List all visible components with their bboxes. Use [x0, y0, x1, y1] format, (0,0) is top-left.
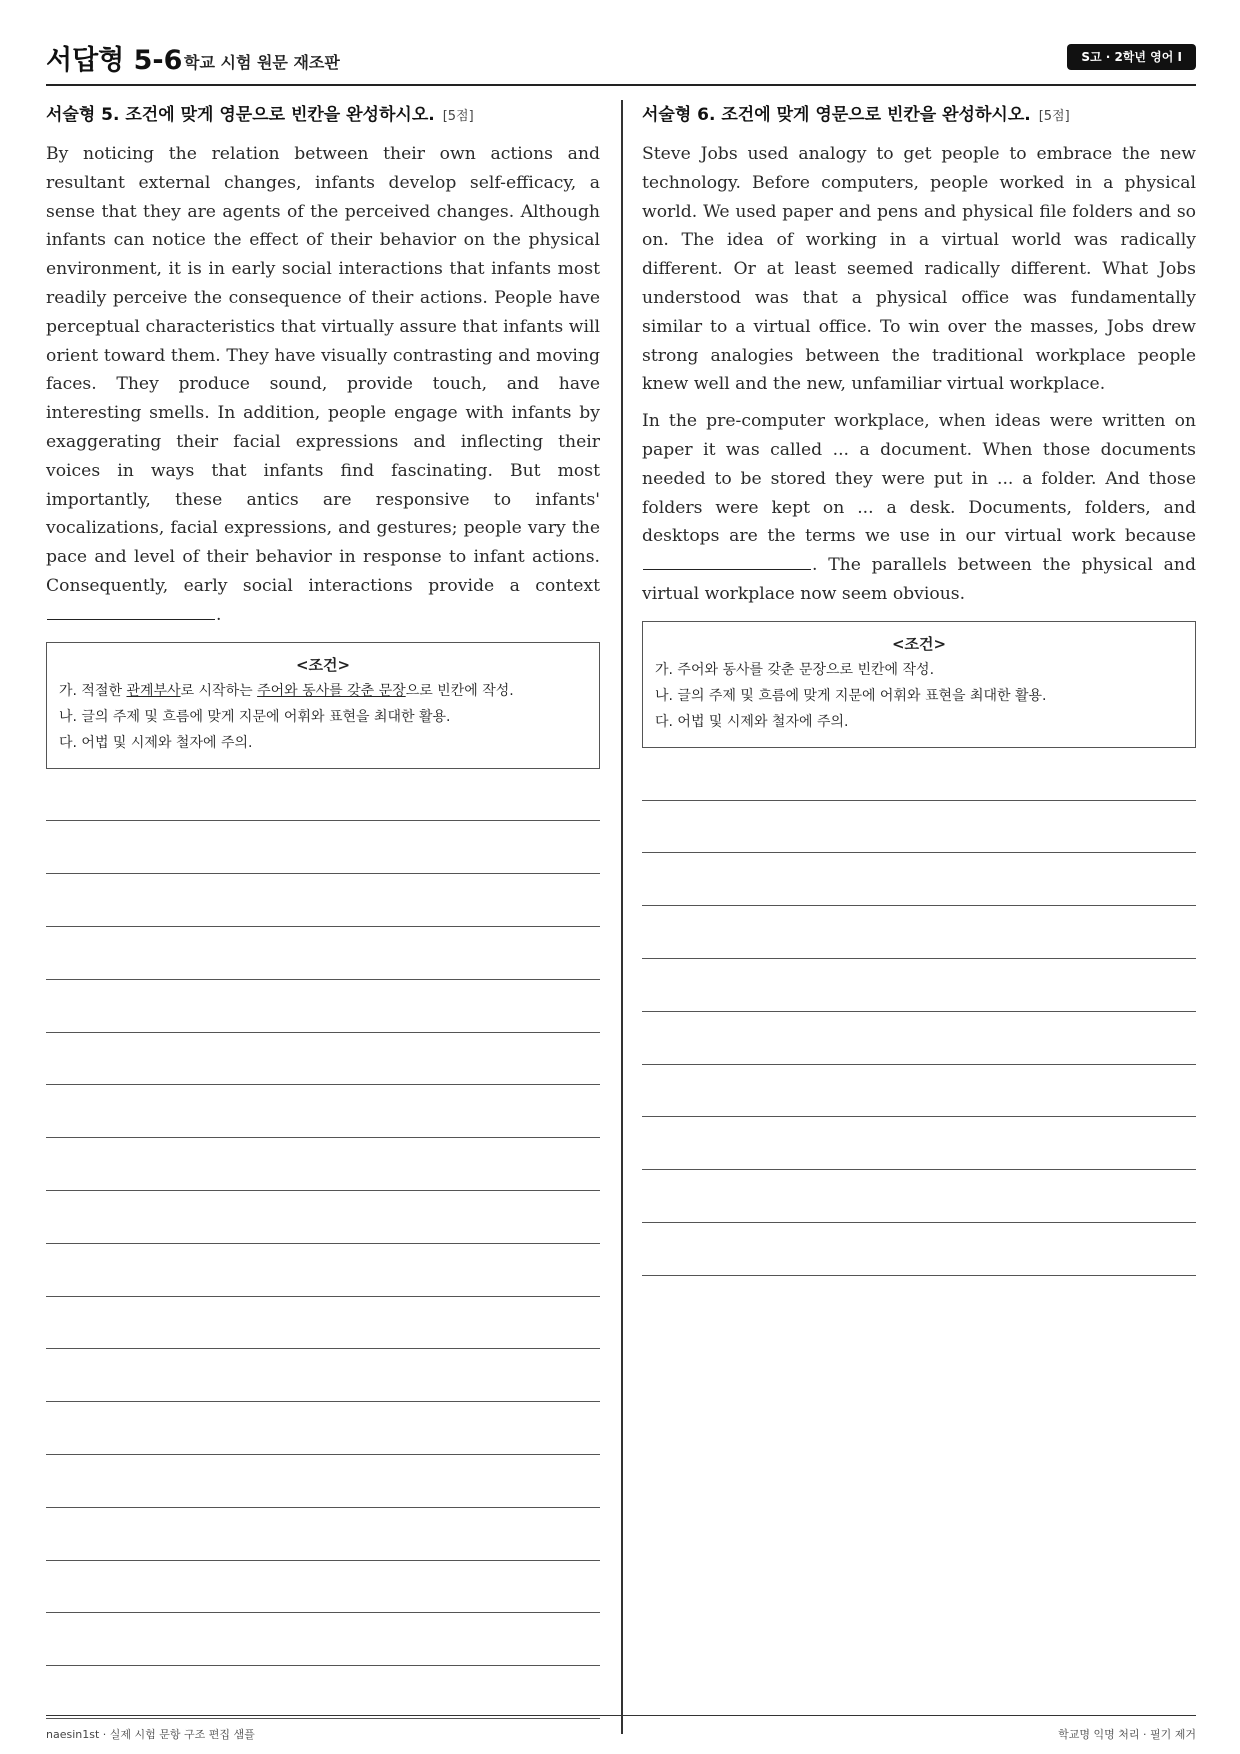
condition-item: 나. 글의 주제 및 흐름에 맞게 지문에 어휘와 표현을 최대한 활용.	[655, 687, 1047, 704]
question-6-heading: 서술형 6. 조건에 맞게 영문으로 빈칸을 완성하시오.	[642, 105, 1031, 125]
conditions-box	[642, 621, 1196, 748]
answer-line[interactable]	[642, 801, 1196, 854]
answer-line[interactable]	[46, 1349, 600, 1402]
answer-line[interactable]	[46, 1613, 600, 1666]
answer-line[interactable]	[46, 769, 600, 822]
answer-line[interactable]	[642, 1012, 1196, 1065]
question-6-title	[642, 100, 1196, 130]
condition-item	[59, 678, 587, 704]
answer-line[interactable]	[46, 980, 600, 1033]
conditions-box	[46, 642, 600, 769]
footer-right: 학교명 익명 처리 · 필기 제거	[1058, 1728, 1196, 1741]
answer-line[interactable]	[46, 1138, 600, 1191]
condition-text: 가. 적절한	[59, 682, 127, 699]
answer-line[interactable]	[46, 1402, 600, 1455]
condition-item: 다. 어법 및 시제와 철자에 주의.	[59, 734, 253, 751]
condition-text: 로 시작하는	[180, 682, 258, 699]
answer-line[interactable]	[642, 1065, 1196, 1118]
conditions-title: <조건>	[891, 634, 947, 653]
question-6-points: [5점]	[1038, 109, 1070, 124]
answer-blank	[47, 618, 215, 620]
question-6-paragraph-2-end: . The parallels between the physical and virtual workplace now seem obvious.	[642, 555, 1196, 604]
page-footer	[46, 1715, 1196, 1740]
column-divider	[621, 100, 623, 1734]
answer-lines	[46, 769, 600, 1719]
footer-left: naesin1st · 실제 시험 문항 구조 편집 샘플	[46, 1728, 255, 1741]
condition-text: 으로 빈칸에 작성.	[405, 682, 514, 699]
answer-line[interactable]	[46, 1191, 600, 1244]
conditions-title: <조건>	[295, 655, 351, 674]
answer-line[interactable]	[642, 906, 1196, 959]
answer-line[interactable]	[46, 1666, 600, 1719]
page-subtitle: 학교 시험 원문 재조판	[184, 53, 340, 72]
school-badge: S고 · 2학년 영어 I	[1067, 44, 1196, 70]
question-5-title	[46, 100, 600, 130]
question-5-passage	[46, 140, 600, 630]
answer-line[interactable]	[46, 1455, 600, 1508]
answer-line[interactable]	[46, 927, 600, 980]
answer-line[interactable]	[46, 1297, 600, 1350]
question-6-paragraph-2-text: In the pre-computer workplace, when ideas were written on paper it was called ... a document. When those documents needed to be stored they were put in ... a folder. And those folders were kept on ... a desk. Documents, folders, and desktops are the terms we use in our virtual work because	[642, 411, 1196, 547]
answer-line[interactable]	[46, 1561, 600, 1614]
answer-line[interactable]	[46, 874, 600, 927]
question-5	[46, 100, 600, 1719]
condition-item: 나. 글의 주제 및 흐름에 맞게 지문에 어휘와 표현을 최대한 활용.	[59, 708, 451, 725]
question-5-passage-end: .	[216, 604, 222, 625]
page-title: 서답형 5-6	[46, 45, 183, 76]
condition-item: 가. 주어와 동사를 갖춘 문장으로 빈칸에 작성.	[655, 661, 935, 678]
answer-line[interactable]	[642, 748, 1196, 801]
question-6-paragraph-1: Steve Jobs used analogy to get people to embrace the new technology. Before computers, people worked in a physical world. We used paper and pens and physical file folders and so on. The idea of working in a virtual world was radically different. Or at least seemed radically different. What Jobs understood was that a physical office was fundamentally similar to a virtual office. To win over the masses, Jobs drew strong analogies between the traditional workplace people knew well and the new, unfamiliar virtual workplace.	[642, 144, 1196, 395]
condition-item: 다. 어법 및 시제와 철자에 주의.	[655, 713, 849, 730]
answer-lines	[642, 748, 1196, 1276]
page-header	[46, 38, 1196, 86]
question-5-points: [5점]	[442, 109, 474, 124]
answer-line[interactable]	[46, 1085, 600, 1138]
answer-line[interactable]	[642, 853, 1196, 906]
answer-line[interactable]	[46, 1244, 600, 1297]
answer-line[interactable]	[642, 1117, 1196, 1170]
answer-line[interactable]	[642, 1170, 1196, 1223]
answer-line[interactable]	[46, 1033, 600, 1086]
answer-line[interactable]	[642, 1223, 1196, 1276]
answer-blank	[643, 568, 811, 570]
answer-line[interactable]	[46, 1508, 600, 1561]
answer-line[interactable]	[642, 959, 1196, 1012]
question-5-passage-text: By noticing the relation between their own actions and resultant external changes, infants develop self-efficacy, a sense that they are agents of the perceived changes. Although infants can notice the effect of their behavior on the physical environment, it is in early social interactions that infants most readily perceive the consequence of their actions. People have perceptual characteristics that virtually assure that infants will orient toward them. They have visually contrasting and moving faces. They produce sound, provide touch, and have interesting smells. In addition, people engage with infants by exaggerating their facial expressions and inflecting their voices in ways that infants find fascinating. But most importantly, these antics are responsive to infants' vocalizations, facial expressions, and gestures; people vary the pace and level of their behavior in response to infant actions. Consequently, early social interactions provide a context	[46, 144, 600, 596]
condition-underlined: 관계부사	[126, 682, 181, 699]
answer-line[interactable]	[46, 821, 600, 874]
question-5-heading: 서술형 5. 조건에 맞게 영문으로 빈칸을 완성하시오.	[46, 105, 435, 125]
question-6	[642, 100, 1196, 1276]
condition-underlined: 주어와 동사를 갖춘 문장	[257, 682, 406, 699]
question-6-passage	[642, 140, 1196, 609]
